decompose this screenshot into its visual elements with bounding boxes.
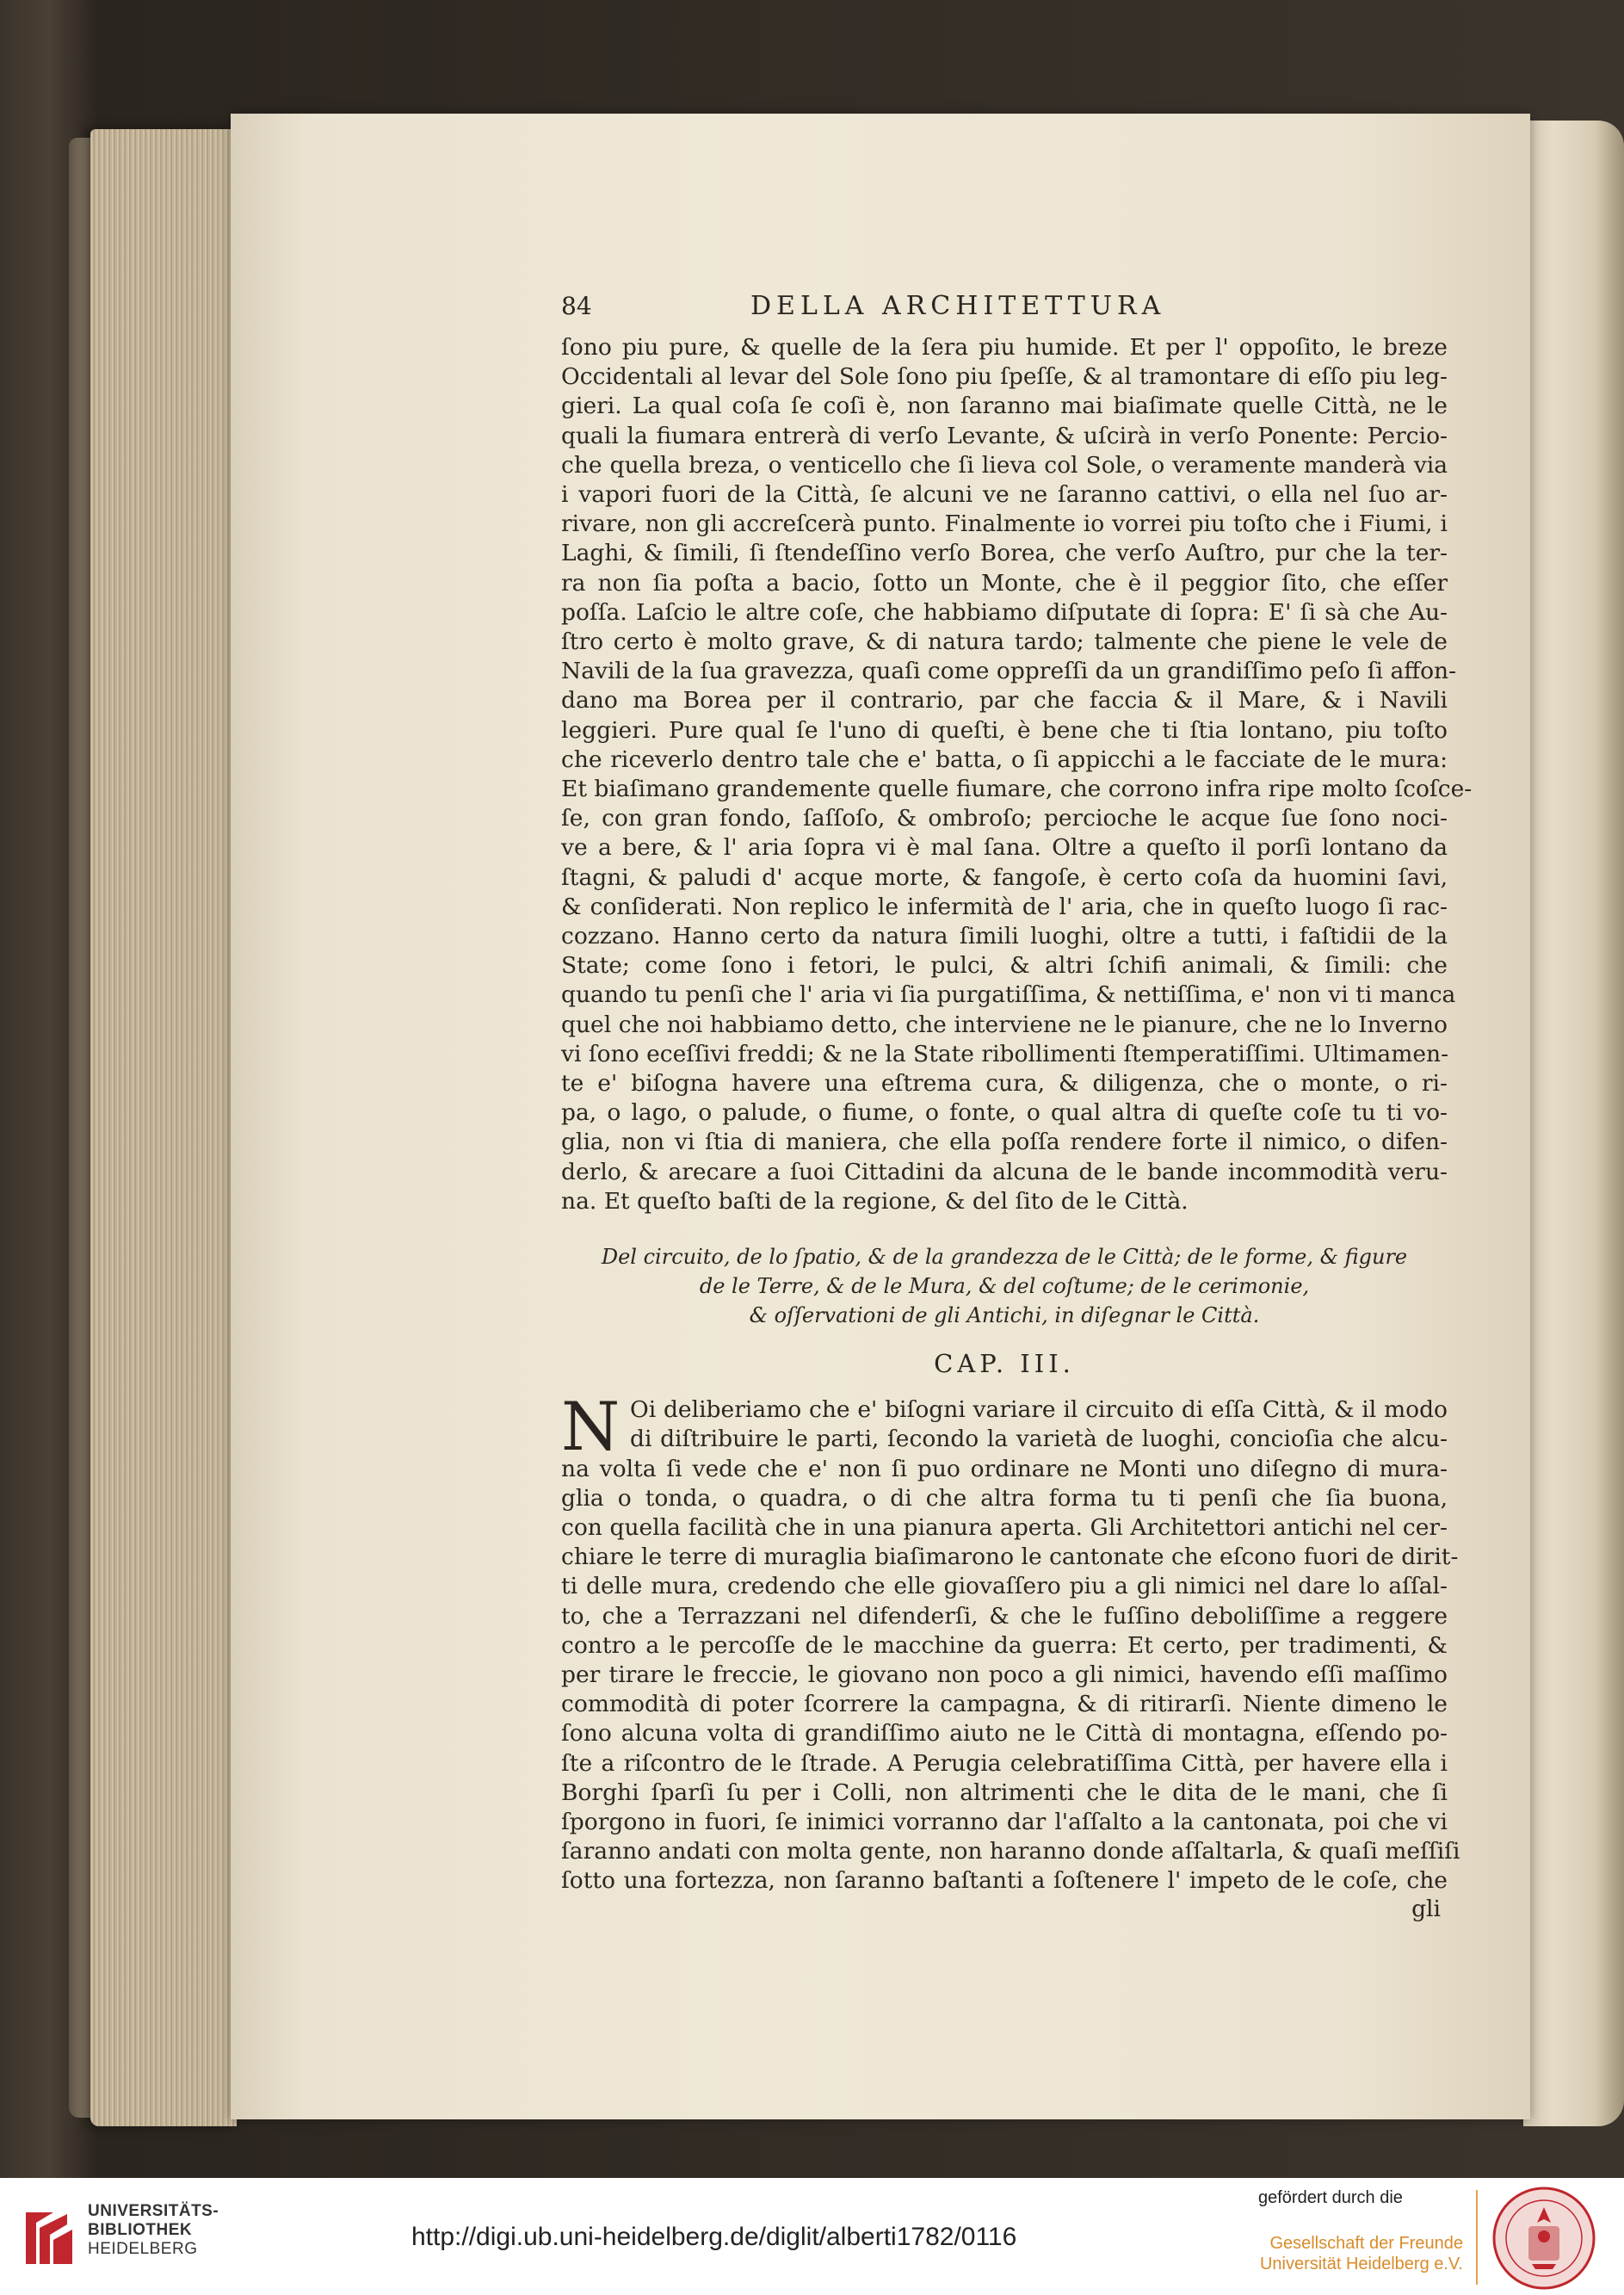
text-line: ve a bere, & l' aria ſopra vi è mal ſana. Oltre a queſto il porſi lontano da (561, 834, 1448, 862)
chapter-caption (561, 1242, 1448, 1330)
text-line: ſtagni, & paludi d' acque morte, & fangoſe, è certo coſa da huomini ſavi, (561, 863, 1448, 891)
text-line: ſaranno andati con molta gente, non haranno donde aſſaltarla, & quaſi meſſiſi (561, 1838, 1460, 1865)
text-line: commodità di poter ſcorrere la campagna, & di ritirarſi. Niente dimeno le (561, 1691, 1448, 1718)
viewer-footer (0, 2178, 1624, 2295)
text-line: ſotto una fortezza, non ſaranno baſtanti a ſoſtenere l' impeto de le coſe, che (561, 1867, 1448, 1895)
text-line: glia o tonda, o quadra, o di che altra forma tu ti penſi che ſia buona, (561, 1484, 1448, 1512)
university-seal-icon (1491, 2185, 1597, 2292)
library-name (88, 2202, 219, 2259)
text-line: pa, o lago, o palude, o fiume, o fonte, o qual altra di queſte coſe tu ti vo- (561, 1099, 1448, 1127)
text-line: poſſa. Laſcio le altre coſe, che habbiamo diſputate di ſopra: E' ſi sà che Au- (561, 598, 1448, 626)
text-line: rivare, non gli accreſcerà punto. Finalmente io vorrei piu toſto che i Fiumi, i (561, 510, 1448, 538)
text-line: Occidentali al levar del Sole ſono piu ſpeſſe, & al tramontare di eſſo piu leg- (561, 363, 1448, 391)
text-line: contro a le percoſſe de le macchine da guerra: Et certo, per tradimenti, & (561, 1631, 1448, 1659)
text-line: ſte a riſcontro de le ſtrade. A Perugia celebratiſſima Città, per havere ella i (561, 1749, 1448, 1777)
text-line: quali la fiumara entrerà di verſo Levante, & uſcirà in verſo Ponente: Percio- (561, 422, 1448, 449)
funder-name-line: Gesellschaft der Freunde (1269, 2234, 1463, 2253)
right-page-edge (1523, 121, 1624, 2126)
text-line: dano ma Borea per il contrario, par che faccia & il Mare, & i Navili (561, 687, 1448, 714)
text-line: ti delle mura, credendo che elle giovaſſero piu a gli nimici nel dare lo aſſal- (561, 1573, 1448, 1600)
permalink-url[interactable]: http://digi.ub.uni-heidelberg.de/diglit/alberti1782/0116 (411, 2223, 1017, 2251)
library-name-line: BIBLIOTHEK (88, 2221, 193, 2239)
running-head-title: DELLA ARCHITETTURA (750, 291, 1166, 321)
text-line: gieri. La qual coſa ſe coſi è, non ſaranno mai biaſimate quelle Città, ne le (561, 393, 1448, 420)
funder-name-line: Universität Heidelberg e.V. (1259, 2255, 1463, 2273)
text-line: ſono piu pure, & quelle de la ſera piu humide. Et per l' oppoſito, le breze (561, 334, 1448, 361)
text-line: Navili de la ſua gravezza, quaſi come oppreſſi da un grandiſſimo peſo ſi affon- (561, 658, 1457, 685)
funded-by-label: gefördert durch die (1258, 2188, 1403, 2207)
text-line: ra non ſia poſta a bacio, ſotto un Monte, che è il peggior ſito, che eſſer (561, 569, 1448, 597)
text-line: quando tu penſi che l' aria vi ſia purgatiſſima, & nettiſſima, e' non vi ti manca (561, 981, 1456, 1009)
text-line: che quella breza, o venticello che ſi lieva col Sole, o veramente manderà via (561, 451, 1448, 479)
text-line: State; come ſono i fetori, le pulci, & altri ſchifi animali, & ſimili: che (561, 952, 1448, 980)
text-line: che riceverlo dentro tale che e' batta, o ſi appicchi a le facciate de le mura: (561, 745, 1448, 773)
text-line: leggieri. Pure qual ſe l'uno di queſti, è bene che ti ſtia lontano, piu toſto (561, 716, 1448, 744)
text-line: derlo, & arecare a ſuoi Cittadini da alcuna de le bande incommodità veru- (561, 1158, 1448, 1185)
text-line: Oi deliberiamo che e' biſogni variare il circuito di eſſa Città, & il modo (630, 1396, 1448, 1424)
funder-name (1239, 2233, 1463, 2274)
text-line: na volta ſi vede che e' non ſi puo ordinare ne Monti uno diſegno di mura- (561, 1455, 1448, 1482)
paragraph-1 (561, 333, 1473, 1216)
university-library-logo-icon (19, 2195, 79, 2273)
text-line: cozzano. Hanno certo da natura ſimili luoghi, oltre a tutti, i faſtidii de la (561, 923, 1448, 950)
text-line: na. Et queſto baſti de la regione, & del ſito de le Città. (561, 1187, 1189, 1215)
text-line: Laghi, & ſimili, ſi ſtendeſſino verſo Borea, che verſo Auſtro, pur che la ter- (561, 540, 1448, 567)
text-line: i vapori fuori de la Città, ſe alcuni ve ne ſaranno cattivi, o ella nel ſuo ar- (561, 481, 1448, 509)
text-line: & conſiderati. Non replico le infermità de l' aria, che in queſto luogo ſi rac- (561, 893, 1448, 920)
catchword: gli (1411, 1895, 1441, 1922)
text-line: to, che a Terrazzani nel difenderſi, & che le fuſſino deboliſſime a reggere (561, 1602, 1448, 1630)
text-line: con quella facilità che in una pianura aperta. Gli Architettori antichi nel cer- (561, 1513, 1448, 1541)
page-text-block (561, 291, 1473, 1922)
drop-cap: N (561, 1389, 621, 1467)
text-line: vi ſono eceſſivi freddi; & ne la State ribollimenti ſtemperatiſſimi. Ultimamen- (561, 1040, 1449, 1067)
chapter-heading: CAP. III. (934, 1349, 1075, 1379)
caption-line: de le Terre, & de le Mura, & del coſtume; de le cerimonie, (699, 1274, 1310, 1299)
text-line: di diſtribuire le parti, ſecondo la varietà de luoghi, concioſia che alcu- (630, 1426, 1448, 1453)
page-number: 84 (561, 292, 592, 320)
text-line: ſtro certo è molto grave, & di natura tardo; talmente che piene le vele de (561, 628, 1448, 656)
text-line: glia, non vi ſtia di maniera, che ella poſſa rendere forte il nimico, o difen- (561, 1129, 1448, 1156)
text-line: ſono alcuna volta di grandiſſimo aiuto ne le Città di montagna, eſſendo po- (561, 1720, 1448, 1748)
text-line: ſporgono in fuori, ſe inimici vorranno dar l'aſſalto a la cantonata, poi che vi (561, 1808, 1448, 1835)
paragraph-2 (561, 1389, 1460, 1922)
caption-line: & oſſervationi de gli Antichi, in diſegnar le Città. (749, 1303, 1260, 1328)
library-name-line: HEIDELBERG (88, 2240, 198, 2258)
book-page-edges (90, 129, 237, 2126)
library-name-line: UNIVERSITÄTS- (88, 2202, 219, 2220)
text-line: chiare le terre di muraglia biaſimarono le cantonate che eſcono fuori de dirit- (561, 1543, 1459, 1571)
text-line: per tirare le freccie, le giovano non poco a gli nimici, havendo eſſi maſſimo (561, 1661, 1448, 1688)
text-line: Et biaſimano grandemente quelle fiumare, che corrono infra ripe molto ſcoſce- (561, 776, 1473, 803)
text-line: Borghi ſparſi ſu per i Colli, non altrimenti che le dita de le mani, che ſi (561, 1778, 1448, 1806)
text-line: quel che noi habbiamo detto, che interviene ne le pianure, che ne lo Inverno (561, 1011, 1448, 1038)
running-head (561, 291, 1448, 321)
text-line: te e' biſogna havere una eſtrema cura, & diligenza, che o monte, o ri- (561, 1070, 1448, 1098)
caption-line: Del circuito, de lo ſpatio, & de la grandezza de le Città; de le forme, & figure (601, 1245, 1408, 1270)
text-line: ſe, con gran fondo, ſaſſoſo, & ombroſo; percioche le acque ſue ſono noci- (561, 805, 1448, 832)
footer-divider (1476, 2190, 1478, 2285)
